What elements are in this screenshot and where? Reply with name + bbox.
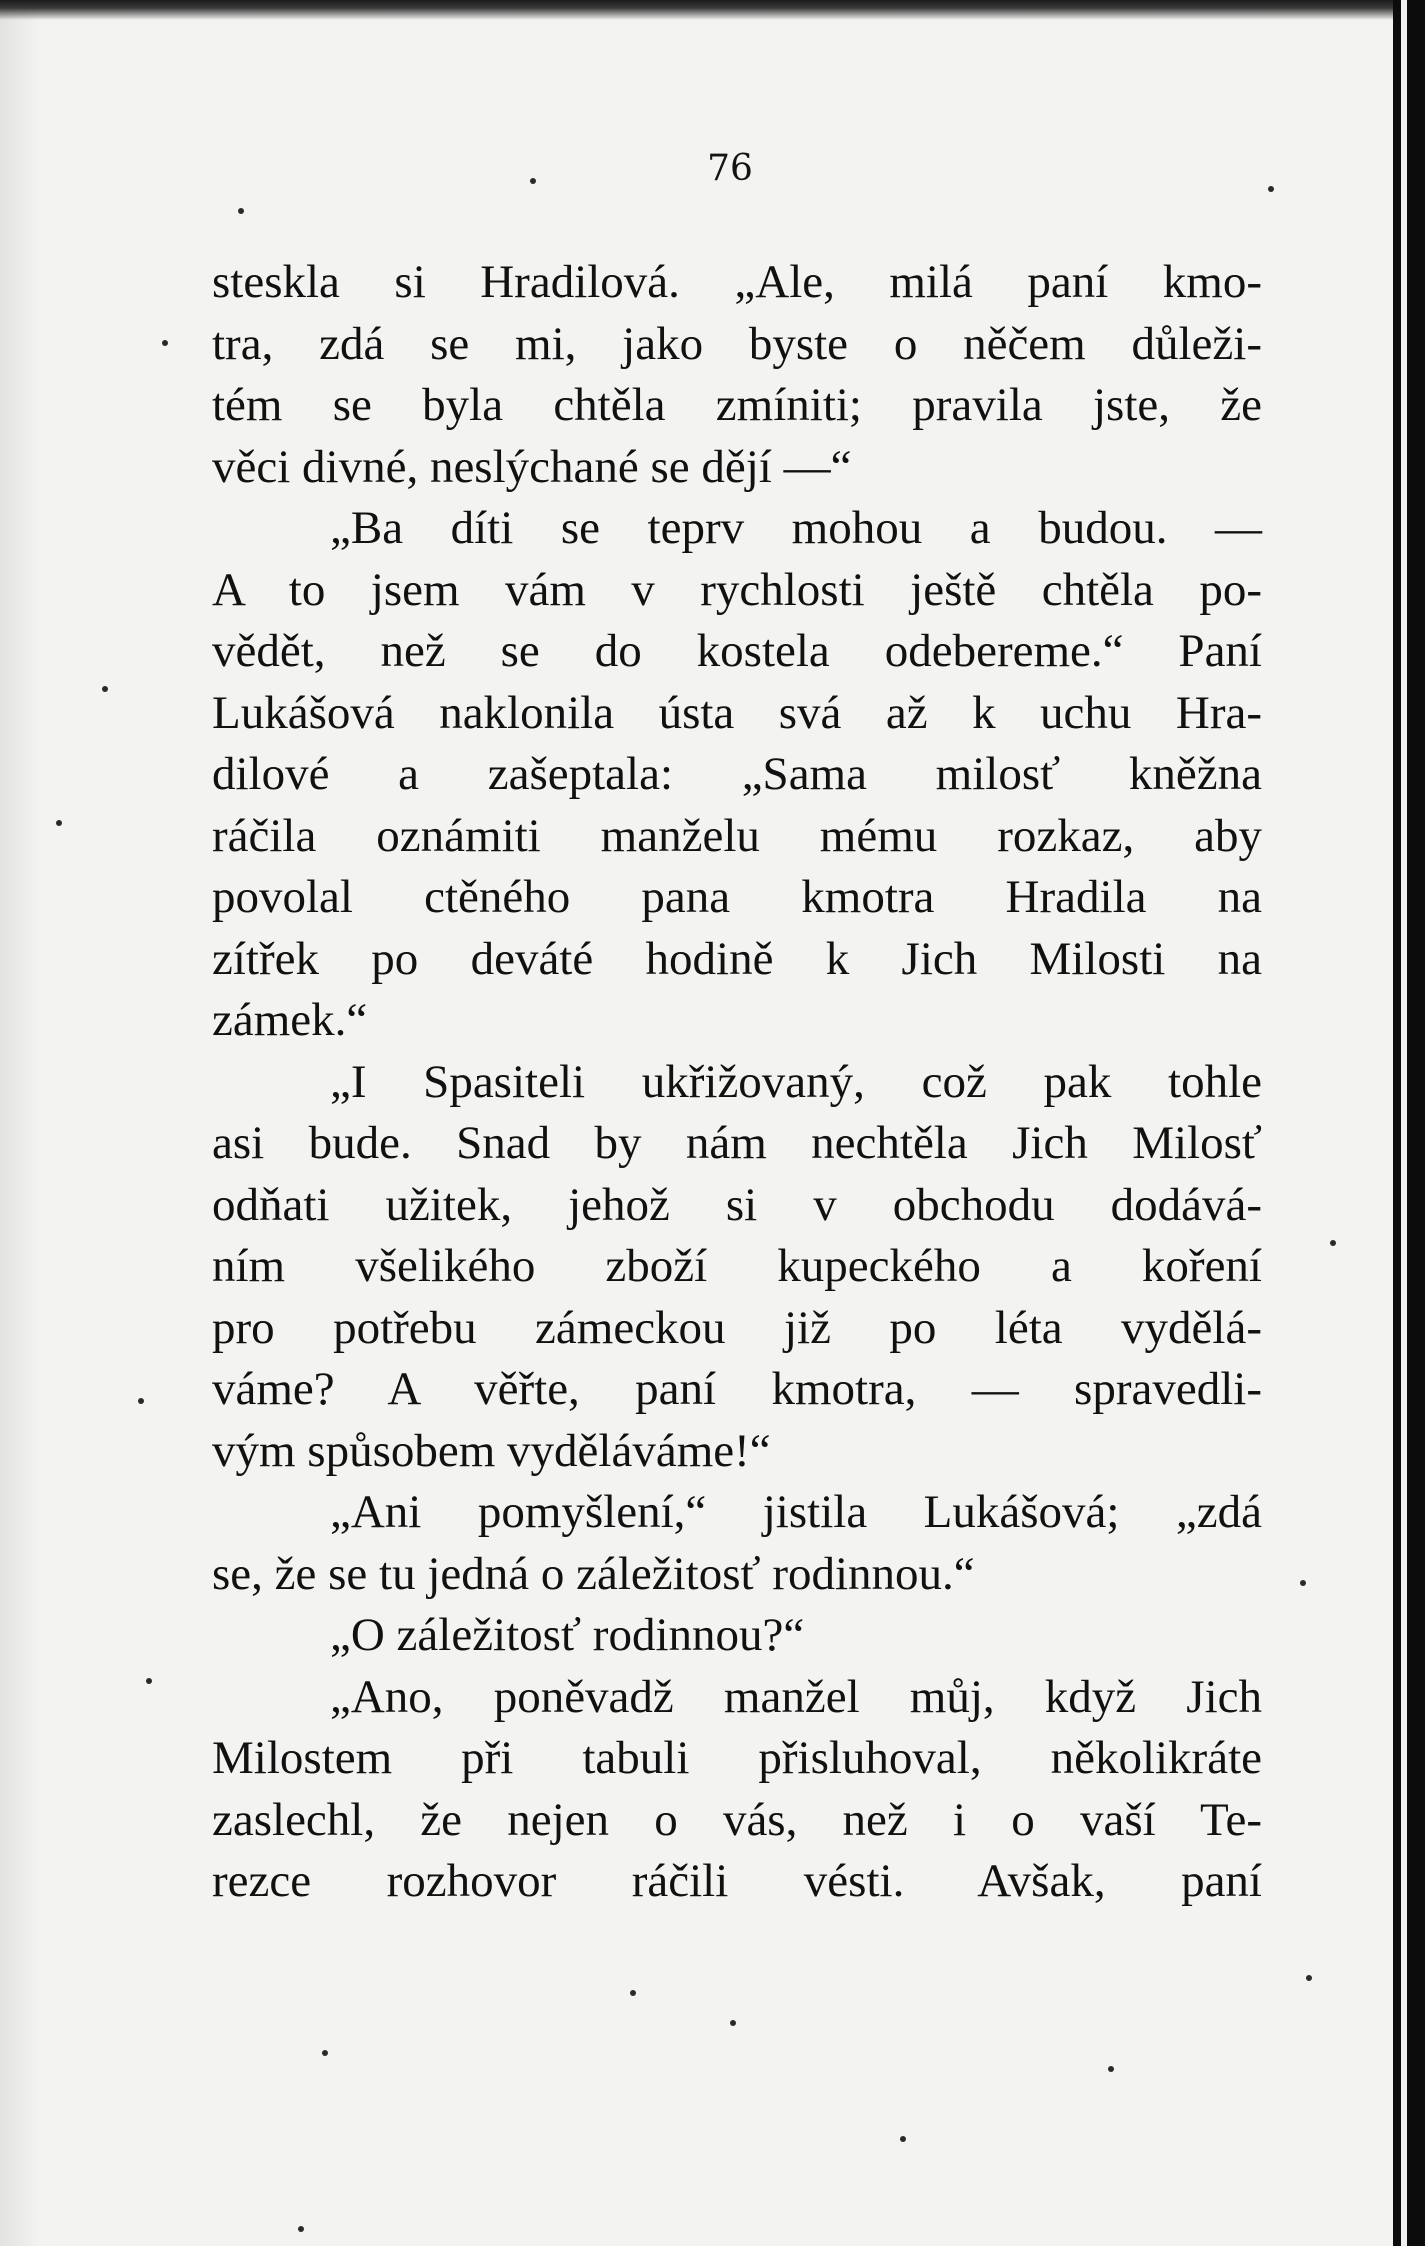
text-line: tém se byla chtěla zmíniti; pravila jste, že: [212, 379, 1262, 431]
text-line: váme? A věřte, paní kmotra, — spravedli-: [212, 1363, 1262, 1415]
text-line: A to jsem vám v rychlosti ještě chtěla po-: [212, 563, 1262, 616]
text-line: povolal ctěného pana kmotra Hradila na: [212, 871, 1262, 923]
text-line: asi bude. Snad by nám nechtěla Jich Milosť: [212, 1117, 1262, 1169]
scan-speck: [102, 686, 108, 692]
page-left-shadow: [0, 0, 40, 2246]
text-line: zítřek po deváté hodině k Jich Milosti na: [212, 932, 1262, 985]
text-line: dilové a zašeptala: „Sama milosť kněžna: [212, 748, 1262, 800]
scan-speck: [138, 1398, 144, 1404]
scan-speck: [238, 208, 244, 214]
scan-speck: [530, 178, 536, 184]
scan-speck: [146, 1678, 152, 1684]
text-line: ráčila oznámiti manželu mému rozkaz, aby: [212, 809, 1262, 862]
text-line: Lukášová naklonila ústa svá až k uchu Hra-: [212, 686, 1262, 739]
page-number: 76: [707, 148, 753, 189]
text-line: rezce rozhovor ráčili vésti. Avšak, paní: [212, 1855, 1262, 1907]
text-line: vědět, než se do kostela odebereme.“ Paní: [212, 625, 1262, 677]
text-line: steskla si Hradilová. „Ale, milá paní kmo-: [212, 256, 1262, 308]
text-line: „I Spasiteli ukřižovaný, což pak tohle: [330, 1055, 1262, 1108]
scan-speck: [900, 2136, 906, 2142]
text-line: vým spůsobem vyděláváme!“: [212, 1424, 771, 1477]
text-line: se, že se tu jedná o záležitosť rodinnou.“: [212, 1547, 975, 1600]
body-text: [212, 252, 1262, 1913]
text-line: ním všelikého zboží kupeckého a koření: [212, 1240, 1262, 1292]
page-top-edge: [0, 0, 1425, 20]
text-line: „Ano, poněvadž manžel můj, když Jich: [330, 1670, 1262, 1723]
scan-speck: [1300, 1580, 1306, 1586]
scan-speck: [1330, 1240, 1336, 1246]
scan-speck: [56, 820, 62, 826]
scan-speck: [1108, 2066, 1114, 2072]
scan-speck: [1306, 1975, 1312, 1981]
text-line: „Ani pomyšlení,“ jistila Lukášová; „zdá: [330, 1486, 1262, 1538]
text-line: zámek.“: [212, 994, 368, 1046]
page-right-edge: [1393, 0, 1425, 2246]
text-line: tra, zdá se mi, jako byste o něčem důleži-: [212, 317, 1262, 370]
text-line: zaslechl, že nejen o vás, než i o vaší Te-: [212, 1793, 1262, 1846]
text-line: „O záležitosť rodinnou?“: [330, 1609, 805, 1661]
text-line: věci divné, neslýchané se dějí —“: [212, 440, 852, 493]
scan-speck: [630, 1990, 636, 1996]
scan-speck: [162, 340, 168, 346]
text-line: odňati užitek, jehož si v obchodu dodává-: [212, 1178, 1262, 1231]
text-line: pro potřebu zámeckou již po léta vydělá-: [212, 1301, 1262, 1354]
scan-speck: [1268, 186, 1274, 192]
text-line: „Ba díti se teprv mohou a budou. —: [330, 502, 1262, 554]
scan-speck: [298, 2226, 304, 2232]
text-line: Milostem při tabuli přisluhoval, několikráte: [212, 1732, 1262, 1784]
page-right-edge-gap: [1401, 0, 1407, 2246]
scan-speck: [322, 2050, 328, 2056]
scan-speck: [730, 2020, 736, 2026]
